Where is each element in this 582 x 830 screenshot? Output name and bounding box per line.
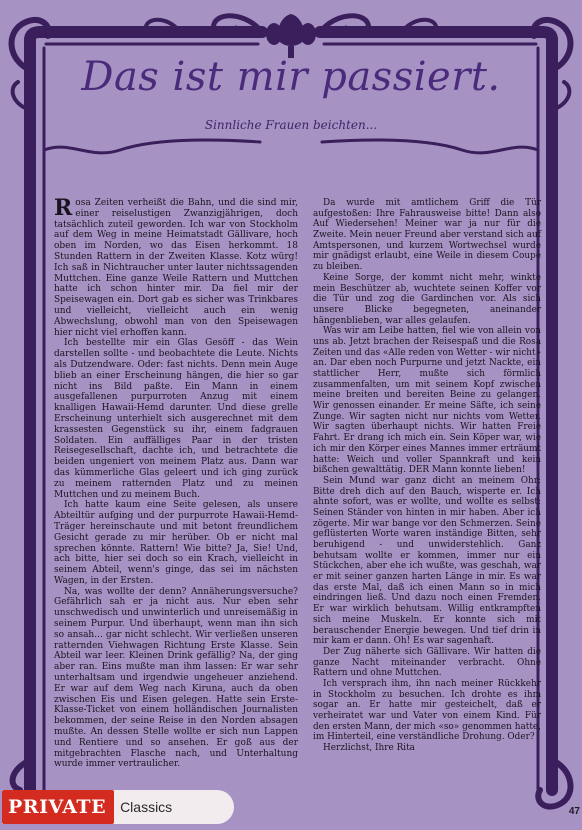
article-column-left <box>54 195 298 770</box>
article-paragraph <box>54 195 298 338</box>
article-paragraph: Na, was wollte der denn? Annäherungsversuche? Gefährlich sah er ja nicht aus. Nur eben sehr unschwedisch und unwinterlich und unreisemäßig in seinem Purpur. Und überhaupt, wenn man ihn sich so ansah... gar nicht schlecht. Wir verließen unseren ratternden Viehwagen Richtung Erste Klasse. Sein Abteil war leer. Kleinen Drink gefällig? Na, der ging aber ran. Eins mußte man ihm lassen: Er war sehr unterhaltsam und irgendwie ungeheuer anziehend. Er war auf dem Weg nach Kiruna, auch da oben zwischen Eis und Eisen gelegen. Hatte sein Erste-Klasse-Ticket von einem holländischen Journalisten bekommen, der seine Reise in den Norden absagen mußte. An dessen Stelle wollte er sich nun Lappen und Rentiere und so ansehen. Er goß aus der mitgebrachten Flasche nach, und Unterhaltung wurde immer vertraulicher. <box>54 586 298 770</box>
article-column-right <box>313 198 541 754</box>
article-paragraph: Ich hatte kaum eine Seite gelesen, als unsere Abteiltür aufging und der purpurrote Hawaii-Hemd-Träger hereinschaute und mit betont freundlichem Gesicht gerade zu mir herüber. Ob er nicht mal sprechen könnte. Rattern! Wie bitte? Ja, Sie! Und, ach bitte, hier sei doch so ein Krach, vielleicht in seinem Abteil, wenn's ginge, das sei im nächsten Wagen, in der Ersten. <box>54 500 298 586</box>
article-paragraph: Was wir am Leibe hatten, fiel wie von allein von uns ab. Jetzt brachen der Reisespaß und die Rosa Zeiten und das «Alle reden von Wetter - wir nicht» an. Dar eben noch Purpurne und jetzt Nackte, ein stattlicher Herr, mußte sich förmlich zusammenfalten, um mit seinem Kopf zwischen meine breiten und bereiten Beine zu gelangen. Wir genossen einander. Er meine Säfte, ich seine Zunge. Wir sagten nicht nur nichts vom Wetter. Wir sagten überhaupt nichts. Wir hatten Freie Fahrt. Er drang ich mich ein. Sein Köper war, wie ich mir den Körper eines Mannes immer erträumt hatte: Weich und voller Spannkraft und kein bißchen gewalttätig. DER Mann konnte lieben! <box>313 326 541 476</box>
brand-private-label: PRIVATE <box>2 790 114 824</box>
article-signature: Herzlichst, Ihre Rita <box>323 743 415 754</box>
page-number: 47 <box>568 806 580 817</box>
article-paragraph: Der Zug näherte sich Gällivare. Wir hatten die ganze Nacht miteinander verbracht. Ohne Rattern und ohne Muttchen. <box>313 646 541 679</box>
article-paragraph: Ich versprach ihm, ihn nach meiner Rückkehr in Stockholm zu besuchen. Ich drohte es ihm sogar an. Er hatte mir gesteichelt, daß er verheiratet war und Vater von einem Kind. Für den ersten Mann, der mich «so» genommen hatte, im Hinterteil, eine verständliche Drohung. Oder? <box>313 678 541 743</box>
article-paragraph: Da wurde mit amtlichem Griff die Tür aufgestoßen: Ihre Fahrausweise bitte! Dann also Auf Wiedersehen! Meiner war ja nur für die Zweite. Mein neuer Freund aber verstand sich auf Amtspersonen, und kurzem Wortwechsel wurde mir gnädigst erlaubt, eine Weile in diesem Coupé zu bleiben. <box>313 198 541 273</box>
article-paragraph: Ich bestellte mir ein Glas Gesöff - das Wein darstellen sollte - und beobachtete die Leute. Nichts als Dutzendware. Oder: fast nichts. Denn mein Auge blieb an einer Erscheinung hängen, die hier so gar nicht ins Bild paßte. Ein Mann in einem ausgefallenen purpurroten Anzug mit einem knalligen Hawaii-Hemd darunter. Und diese grelle Erscheinung unterhielt sich ausgerechnet mit dem krassesten Gegenstück su ihr, einem fadgrauen Soldaten. Ein auffälliges Paar in der tristen Reisegesellschaft, dachte ich, und betrachtete die beiden ungeniert von meinem Platz aus. Dann war das kümmerliche Glas geleert und ich ging zurück zu meinem ratternden Platz und zu meinen Muttchen und zu meinem Buch. <box>54 338 298 500</box>
page-subtitle: Sinnliche Frauen beichten... <box>204 118 378 132</box>
paragraph-text: osa Zeiten verheißt die Bahn, und die sind mir, einer reiselustigen Zwanzigjährigen, doch tatsächlich zuteil geworden. Ich war von Stockholm auf dem Weg in meine Heimatstadt Gällivare, hoch oben im Norden, wo das Eisen herkommt. 18 Stunden Rattern in der Zweiten Klasse. Kotz würg! Ich saß in Nichtraucher unter lauter nichtssagenden Muttchen. Eine ganze Weile Rattern und Muttchen hatte ich schon hinter mir. Da fiel mir der Speisewagen ein. Dort gab es sicher was Trinkbares und vielleicht, vielleicht auch ein wenig Abwechslung, obwohl man von den Speisewagen hier nicht viel erhoffen kann. <box>54 198 298 338</box>
page-title: Das ist mir passiert. <box>81 54 501 100</box>
brand-logo <box>2 790 234 824</box>
article-paragraph: Keine Sorge, der kommt nicht mehr, winkte mein Beschützer ab, wuchtete seinen Koffer vor die Tür und zog die Gardinchen vor. Als sich unsere Blicke begegneten, aneinander hängenblieben, war alles gelaufen. <box>313 272 541 326</box>
brand-classics-label: Classics <box>120 799 173 815</box>
article-paragraph: Sein Mund war ganz dicht an meinem Ohr: Bitte dreh dich auf den Bauch, wisperte er. Ich ahnte sofort, was er wollte, und wollte es selbst: Seinen Ständer von hinten in mir haben. Aber ich zögerte. Mir war bange vor den Schmerzen. Seine geflüsterten Worte waren inständige Bitten, sehr beruhigend - und unwiderstehlich. Ganz behutsam wollte er kommen, immer nur ein Stückchen, aber ehe ich wußte, was geschah, war er mit seiner ganzen harten Länge in mir. Es war das erste Mal, daß ich einen Mann so in mich eindringen ließ. Und dazu noch einen Fremden. Er war wirklich behutsam. Willig entkrampften sich meine Muskeln. Er konnte sich mit berauschender Energie bewegen. Und tief drin in mir kam er dann. Oh! Es war sagenhaft. <box>313 475 541 647</box>
drop-cap: R <box>54 195 73 221</box>
